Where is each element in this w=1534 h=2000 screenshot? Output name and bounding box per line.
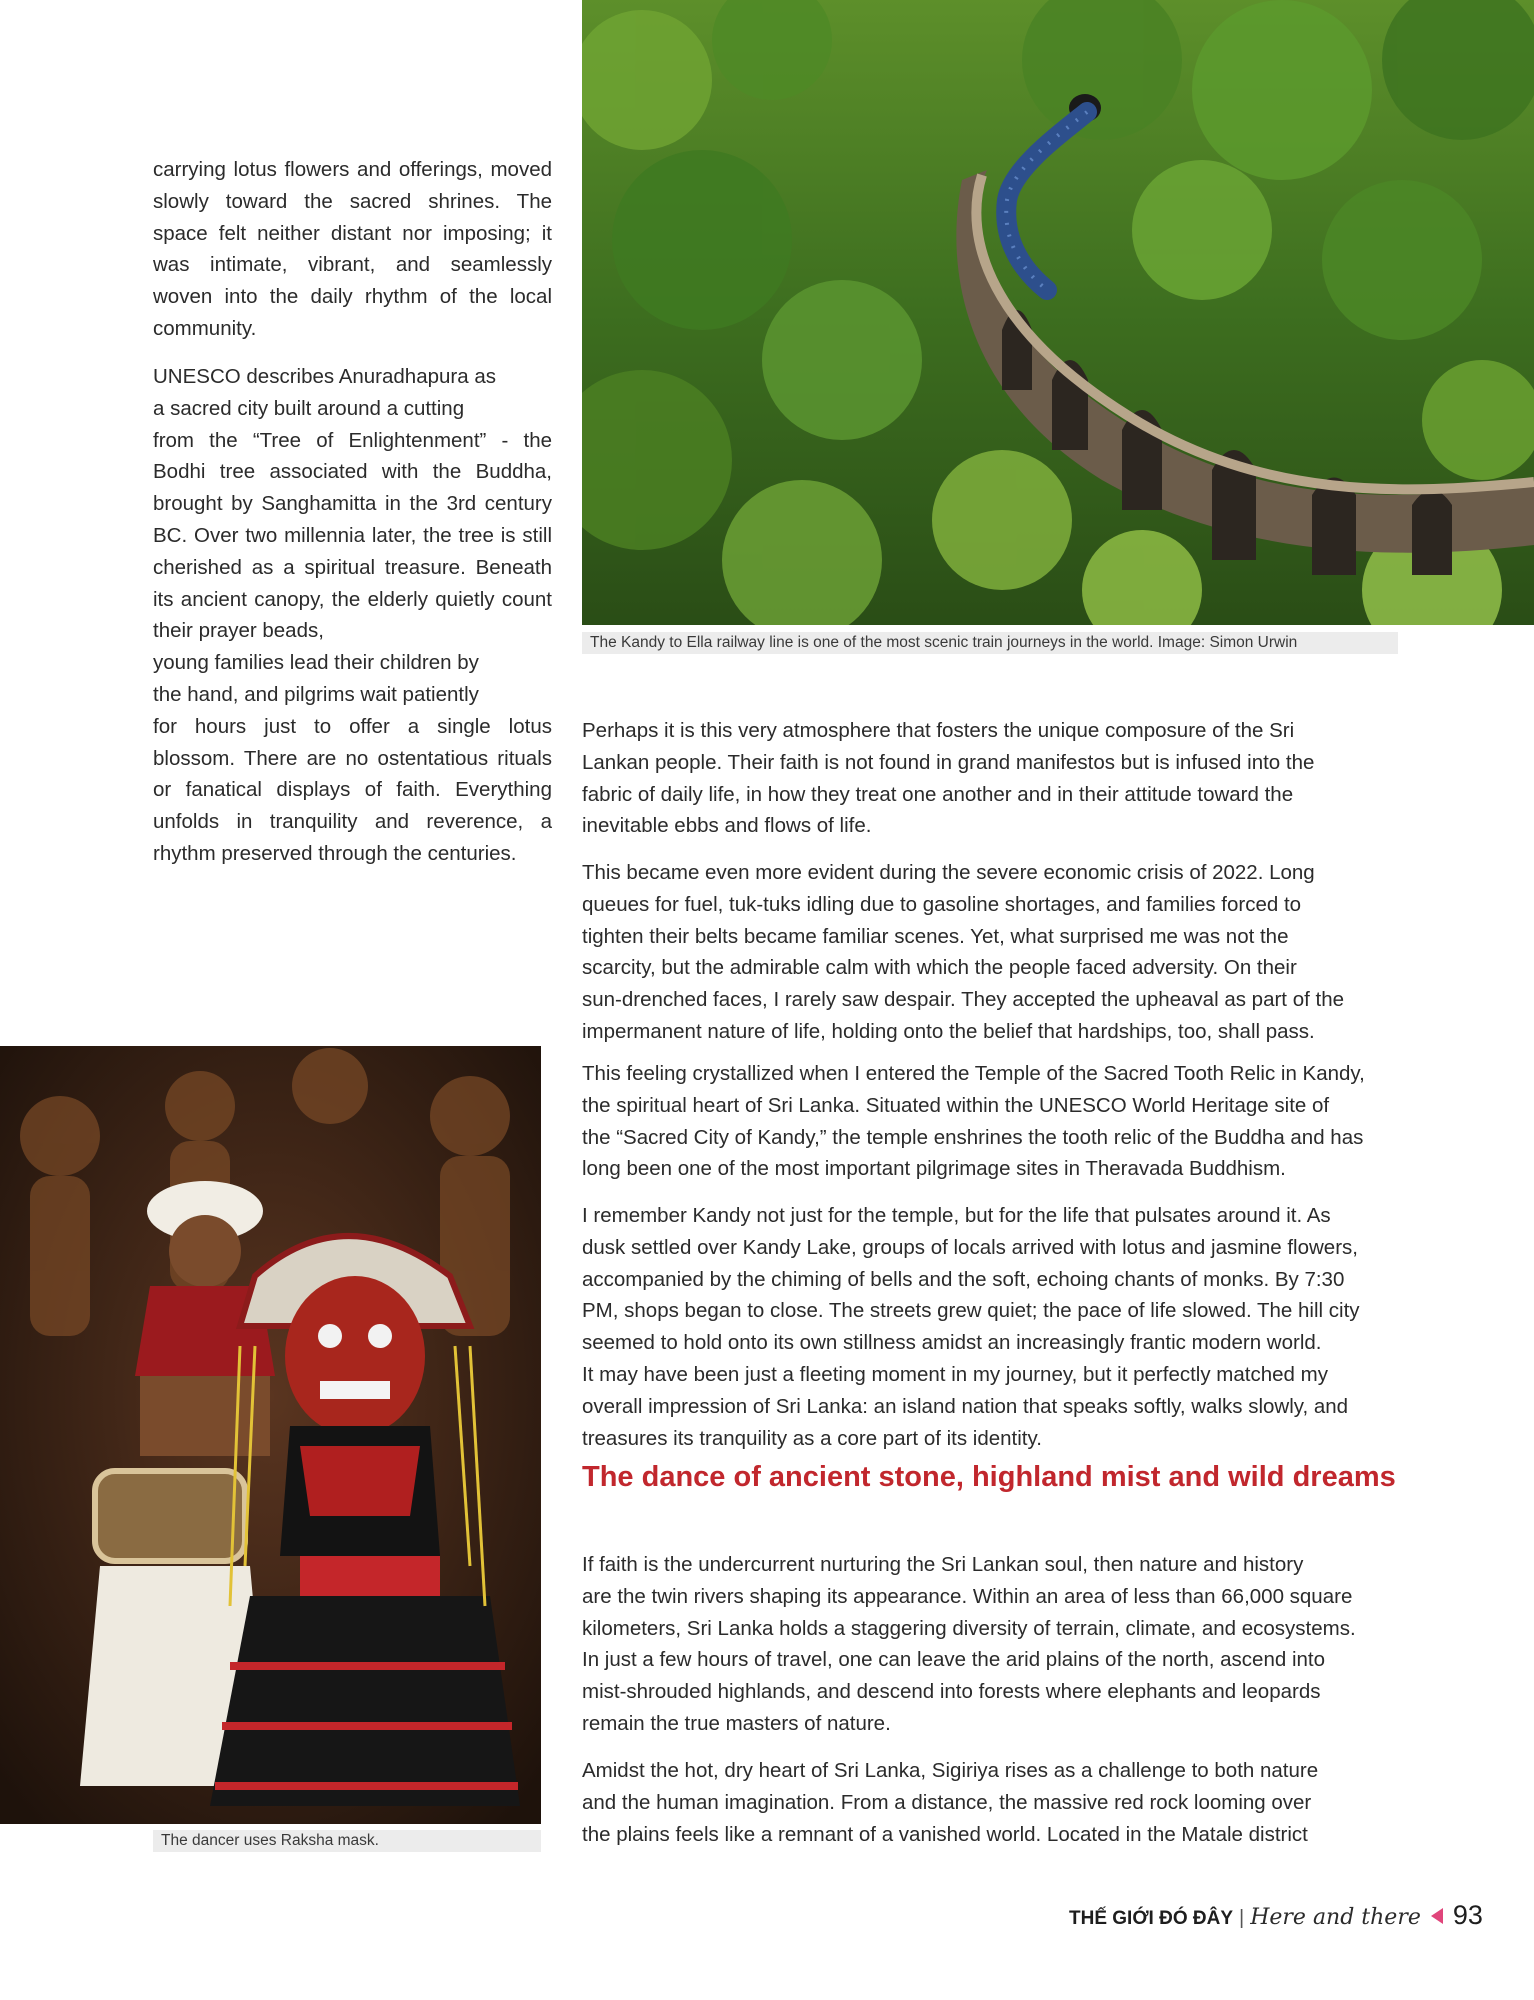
- left-paragraph-2-lines-a: [153, 361, 552, 425]
- left-paragraph-1: carrying lotus flowers and offerings, moved slowly toward the sacred shrines. The space felt neither distant nor imposing; it was intimate, vibrant, and seamlessly woven into the daily rhythm of the local community.: [153, 158, 552, 340]
- text-line: a sacred city built around a cutting: [153, 396, 465, 420]
- text-line: accompanied by the chiming of bells and the soft, echoing chants of monks. By 7:30: [582, 1267, 1345, 1291]
- text-line: overall impression of Sri Lanka: an island nation that speaks softly, walks slowly, and: [582, 1394, 1349, 1418]
- right-paragraph-6: [582, 1755, 1414, 1850]
- right-paragraph-5: [582, 1549, 1414, 1740]
- triangle-marker-icon: [1431, 1908, 1443, 1924]
- left-paragraph-2-block-2: for hours just to offer a single lotus blossom. There are no ostentatious rituals or fanatical displays of faith. Everything unfolds in tranquility and reverence, a rhythm preserved through the centuries.: [153, 714, 552, 865]
- section-heading: The dance of ancient stone, highland mist and wild dreams: [582, 1461, 1396, 1493]
- train-bridge-illustration: [582, 0, 1534, 625]
- text-line: Perhaps it is this very atmosphere that fosters the unique composure of the Sri: [582, 719, 1295, 742]
- text-line: kilometers, Sri Lanka holds a staggering diversity of terrain, climate, and ecosystems.: [582, 1616, 1356, 1640]
- footer-separator: |: [1239, 1907, 1245, 1929]
- page-number: 93: [1452, 1900, 1483, 1930]
- text-line: seemed to hold onto its own stillness amidst an increasingly frantic modern world.: [582, 1331, 1322, 1355]
- right-paragraph-3-lines: [582, 1058, 1414, 1185]
- text-line: UNESCO describes Anuradhapura as: [153, 365, 496, 388]
- train-bridge-photo: [582, 0, 1534, 625]
- text-line: the “Sacred City of Kandy,” the temple enshrines the tooth relic of the Buddha and has: [582, 1125, 1364, 1149]
- left-paragraph-2: [153, 361, 552, 870]
- text-line: In just a few hours of travel, one can leave the arid plains of the north, ascend into: [582, 1648, 1326, 1672]
- text-line: and the human imagination. From a distance, the massive red rock looming over: [582, 1790, 1312, 1814]
- text-line: It may have been just a fleeting moment in my journey, but it perfectly matched my: [582, 1362, 1328, 1386]
- text-line: dusk settled over Kandy Lake, groups of locals arrived with lotus and jasmine flowers,: [582, 1235, 1358, 1259]
- text-line: I remember Kandy not just for the temple, but for the life that pulsates around it. As: [582, 1204, 1331, 1227]
- text-line: queues for fuel, tuk-tuks idling due to gasoline shortages, and families forced to: [582, 892, 1302, 916]
- right-paragraph-6-lines: [582, 1755, 1414, 1850]
- text-line: tighten their belts became familiar scenes. Yet, what surprised me was not the: [582, 924, 1289, 948]
- train-photo-caption: The Kandy to Ella railway line is one of the most scenic train journeys in the world. Image: Simon Urwin: [582, 632, 1398, 654]
- text-line: treasures its tranquility as a core part of its identity.: [582, 1426, 1042, 1450]
- left-paragraph-2-block-1: from the “Tree of Enlightenment” - the Bodhi tree associated with the Buddha, brought by Sanghamitta in the 3rd century BC. Over two millennia later, the tree is still cherished as a spiritual treasure. Beneath its ancient canopy, the elderly quietly count their prayer beads,: [153, 428, 552, 643]
- right-paragraph-2-lines: [582, 857, 1414, 1048]
- dancer-illustration: [0, 1046, 541, 1824]
- text-line: sun-drenched faces, I rarely saw despair. They accepted the upheaval as part of the: [582, 988, 1344, 1012]
- magazine-brand: THẾ GIỚI ĐÓ ĐÂY: [1069, 1908, 1233, 1929]
- left-paragraph-2-lines-b: [153, 647, 552, 711]
- text-line: This feeling crystallized when I entered the Temple of the Sacred Tooth Relic in Kandy,: [582, 1062, 1365, 1085]
- text-line: are the twin rivers shaping its appearance. Within an area of less than 66,000 square: [582, 1584, 1353, 1608]
- text-line: the spiritual heart of Sri Lanka. Situated within the UNESCO World Heritage site of: [582, 1093, 1330, 1117]
- text-line: the hand, and pilgrims wait patiently: [153, 682, 479, 706]
- text-line: This became even more evident during the severe economic crisis of 2022. Long: [582, 861, 1315, 884]
- right-paragraph-4-lines: [582, 1200, 1414, 1454]
- text-line: the plains feels like a remnant of a vanished world. Located in the Matale district: [582, 1822, 1308, 1846]
- text-line: inevitable ebbs and flows of life.: [582, 814, 872, 838]
- text-line: scarcity, but the admirable calm with which the people faced adversity. On their: [582, 956, 1297, 980]
- section-subtitle: Here and there: [1250, 1905, 1421, 1930]
- right-paragraph-1-lines: [582, 715, 1414, 842]
- text-line: Lankan people. Their faith is not found in grand manifestos but is infused into the: [582, 750, 1315, 774]
- text-line: PM, shops began to close. The streets grew quiet; the pace of life slowed. The hill city: [582, 1299, 1360, 1323]
- right-paragraph-1: [582, 715, 1414, 842]
- text-line: If faith is the undercurrent nurturing the Sri Lankan soul, then nature and history: [582, 1553, 1304, 1576]
- right-paragraph-5-lines: [582, 1549, 1414, 1740]
- dancer-photo: [0, 1046, 541, 1824]
- text-line: Amidst the hot, dry heart of Sri Lanka, Sigiriya rises as a challenge to both nature: [582, 1759, 1319, 1782]
- right-paragraph-4: [582, 1200, 1414, 1454]
- text-line: mist-shrouded highlands, and descend into forests where elephants and leopards: [582, 1680, 1321, 1704]
- text-line: remain the true masters of nature.: [582, 1711, 891, 1735]
- page-footer: [1069, 1900, 1483, 1940]
- right-paragraph-2: [582, 857, 1414, 1048]
- dancer-photo-caption: The dancer uses Raksha mask.: [153, 1830, 541, 1852]
- right-paragraph-3: [582, 1058, 1414, 1185]
- text-line: long been one of the most important pilgrimage sites in Theravada Buddhism.: [582, 1157, 1286, 1181]
- text-line: young families lead their children by: [153, 651, 479, 675]
- text-line: impermanent nature of life, holding onto the belief that hardships, too, shall pass.: [582, 1019, 1315, 1043]
- text-line: fabric of daily life, in how they treat one another and in their attitude toward the: [582, 782, 1294, 806]
